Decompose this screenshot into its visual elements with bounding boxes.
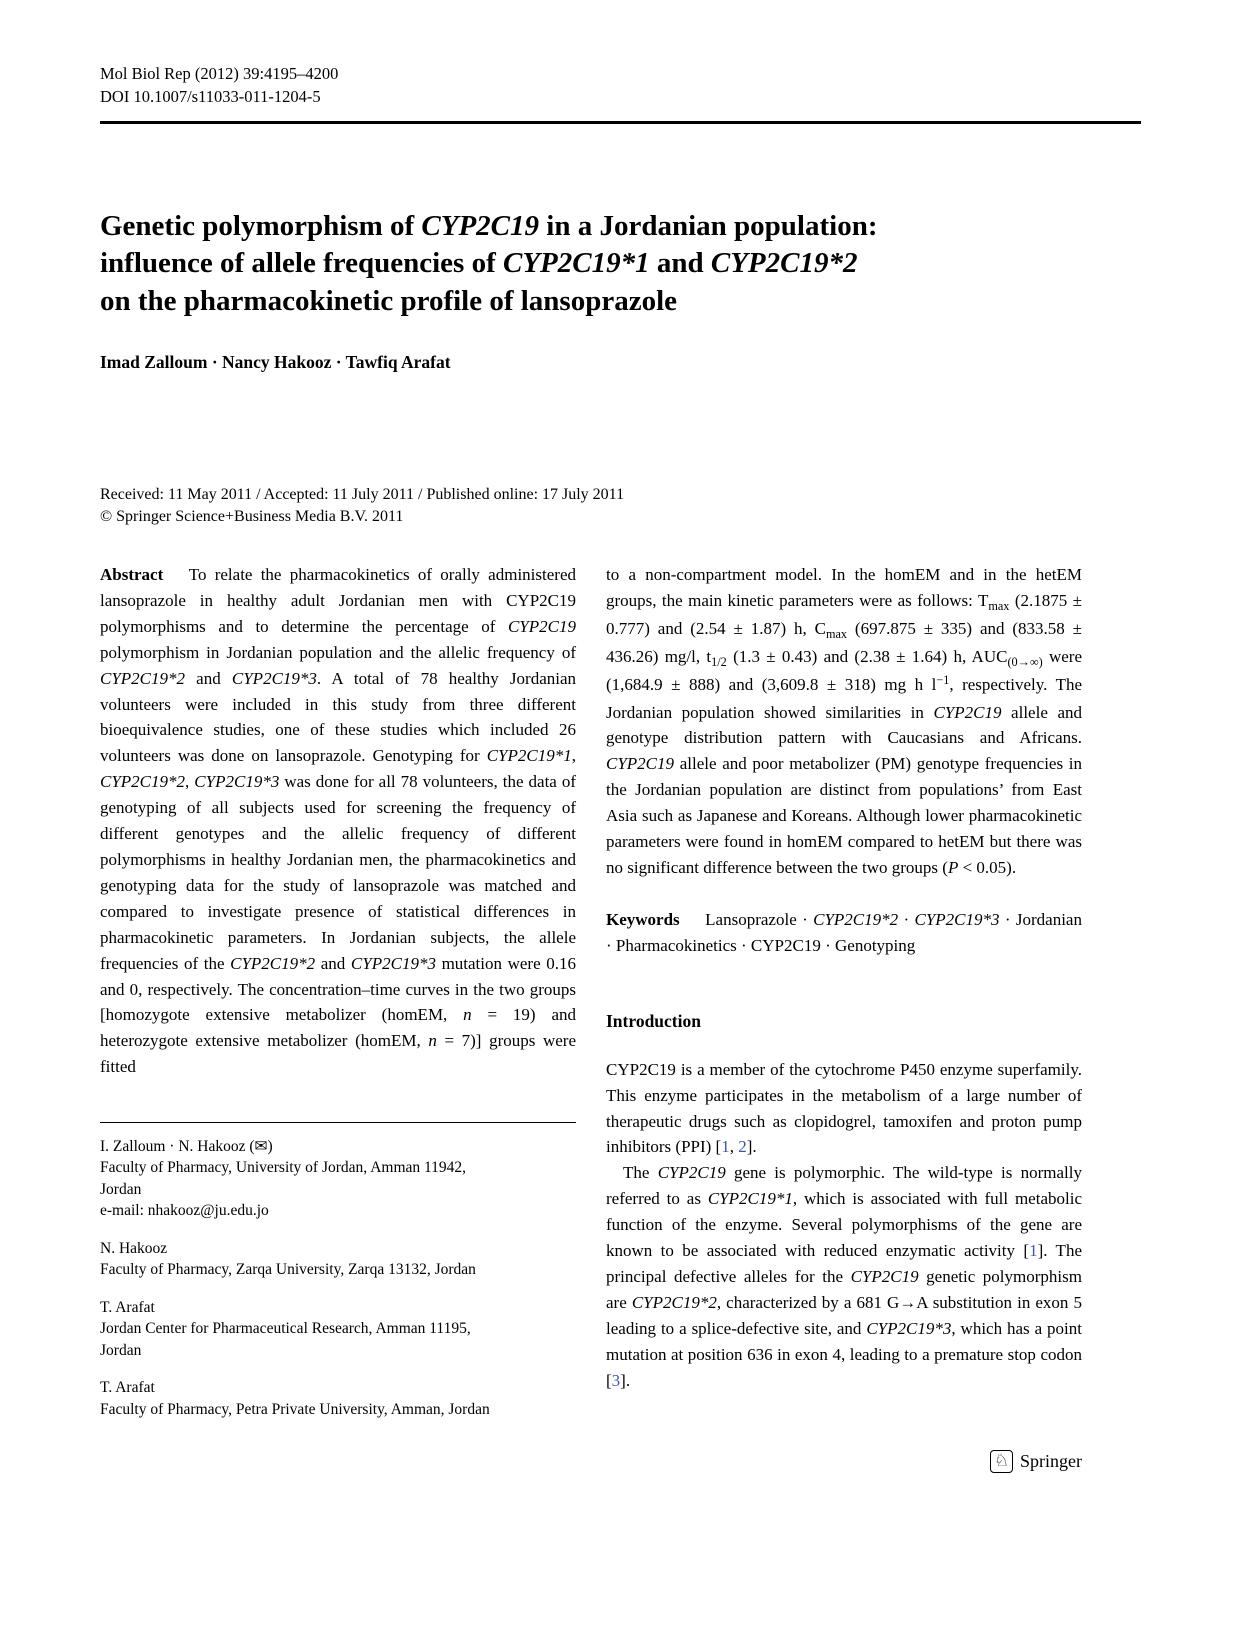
two-column-body [100, 562, 1082, 1420]
right-column [606, 562, 1082, 1420]
citation-link[interactable]: 1 [721, 1137, 730, 1157]
copyright-line: © Springer Science+Business Media B.V. 2011 [100, 508, 404, 525]
intro-paragraph-2: The CYP2C19 gene is polymorphic. The wild-type is normally referred to as CYP2C19*1, which is associated with full metabolic function of the enzyme. Several polymorphisms of the gene are known to be associated with reduced enzymatic activity [1]. The principal defective alleles for the CYP2C19 genetic polymorphism are CYP2C19*2, characterized by a 681 G→A substitution in exon 5 leading to a splice-defective site, and CYP2C19*3, which has a point mutation at position 636 in exon 4, leading to a premature stop codon [3]. [606, 1163, 1083, 1390]
springer-logo [990, 1450, 1082, 1473]
citation-link[interactable]: 3 [611, 1370, 621, 1390]
article-title: Genetic polymorphism of CYP2C19 in a Jordanian population: influence of allele frequencies of CYP2C19*1 and CYP2C19*2 on the pharmacokinetic profile of lansoprazole [100, 209, 878, 317]
footnote-affiliation-4: T. Arafat Faculty of Pharmacy, Petra Private University, Amman, Jordan [100, 1379, 490, 1418]
footnote-corresponding-author: I. Zalloum · N. Hakooz (✉) Faculty of Pharmacy, University of Jordan, Amman 11942, Jordan e-mail: nhakooz@ju.edu.jo [100, 1137, 467, 1219]
abstract-continued-paragraph: to a non-compartment model. In the homEM and in the hetEM groups, the main kinetic parameters were as follows: $T_{max}$ (2.1875 ± 0.777) and (2.54 ± 1.87) h, $C_{max}$ (697.875 ± 335) and (833.58 ± 436.26) mg/l, $t_{1/2}$ (1.3 ± 0.43) and (2.38 ± 1.64) h, $AUC_{(0\to\infty)}$ were (1,684.9 ± 888) and (3,609.8 ± 318) mg h $l^{-1}$, respectively. The Jordanian population showed similarities in CYP2C19 allele and genotype distribution pattern with Caucasians and Africans. CYP2C19 allele and poor metabolizer (PM) genotype frequencies in the Jordanian population are distinct from populations’ from East Asia such as Japanese and Koreans. Although lower pharmacokinetic parameters were found in homEM compared to hetEM but there was no significant difference between the two groups (P < 0.05). [606, 565, 1082, 877]
introduction-heading: Introduction [606, 1010, 701, 1031]
citation-link[interactable]: 2 [738, 1137, 747, 1157]
journal-header [100, 62, 1241, 108]
authors-line: Imad Zalloum · Nancy Hakooz · Tawfiq Arafat [100, 352, 451, 372]
springer-horse-icon: ♘ [990, 1450, 1013, 1473]
springer-label: Springer [1020, 1451, 1082, 1471]
intro-paragraph-1: CYP2C19 is a member of the cytochrome P450 enzyme superfamily. This enzyme participates in the metabolism of a large number of therapeutic drugs such as clopidogrel, tamoxifen and proton pump inhibitors (PPI) [1, 2]. [606, 1059, 1082, 1157]
footnote-affiliation-3: T. Arafat Jordan Center for Pharmaceutical Research, Amman 11195, Jordan [100, 1298, 471, 1359]
journal-citation: Mol Biol Rep (2012) 39:4195–4200 [100, 64, 339, 83]
citation-link[interactable]: 1 [1029, 1241, 1038, 1261]
footnotes-block [100, 1122, 576, 1421]
header-rule [100, 121, 1141, 124]
left-column [100, 562, 576, 1420]
footnote-affiliation-2: N. Hakooz Faculty of Pharmacy, Zarqa University, Zarqa 13132, Jordan [100, 1239, 476, 1278]
abstract-paragraph: Abstract To relate the pharmacokinetics of orally administered lansoprazole in healthy adult Jordanian men with CYP2C19 polymorphisms and to determine the percentage of CYP2C19 polymorphism in Jordanian population and the allelic frequency of CYP2C19*2 and CYP2C19*3. A total of 78 healthy Jordanian volunteers were included in this study from three different bioequivalence studies, one of these studies which included 26 volunteers was done on lansoprazole. Genotyping for CYP2C19*1, CYP2C19*2, CYP2C19*3 was done for all 78 volunteers, the data of genotyping of all subjects used for screening the frequency of different genotypes and the allelic frequency of different polymorphisms in healthy Jordanian men, the pharmacokinetics and genotyping data for the study of lansoprazole was matched and compared to investigate presence of statistical differences in pharmacokinetic parameters. In Jordanian subjects, the allele frequencies of the CYP2C19*2 and CYP2C19*3 mutation were 0.16 and 0, respectively. The concentration–time curves in the two groups [homozygote extensive metabolizer (homEM, n = 19) and heterozygote extensive metabolizer (homEM, n = 7)] groups were fitted [100, 565, 577, 1077]
footnote-separator-rule [100, 1122, 576, 1123]
keywords-paragraph: Keywords Lansoprazole · CYP2C19*2 · CYP2C19*3 · Jordanian · Pharmacokinetics · CYP2C19 · Genotyping [606, 909, 1082, 955]
received-accepted-line: Received: 11 May 2011 / Accepted: 11 July 2011 / Published online: 17 July 2011 [100, 486, 625, 503]
doi-line: DOI 10.1007/s11033-011-1204-5 [100, 87, 321, 106]
